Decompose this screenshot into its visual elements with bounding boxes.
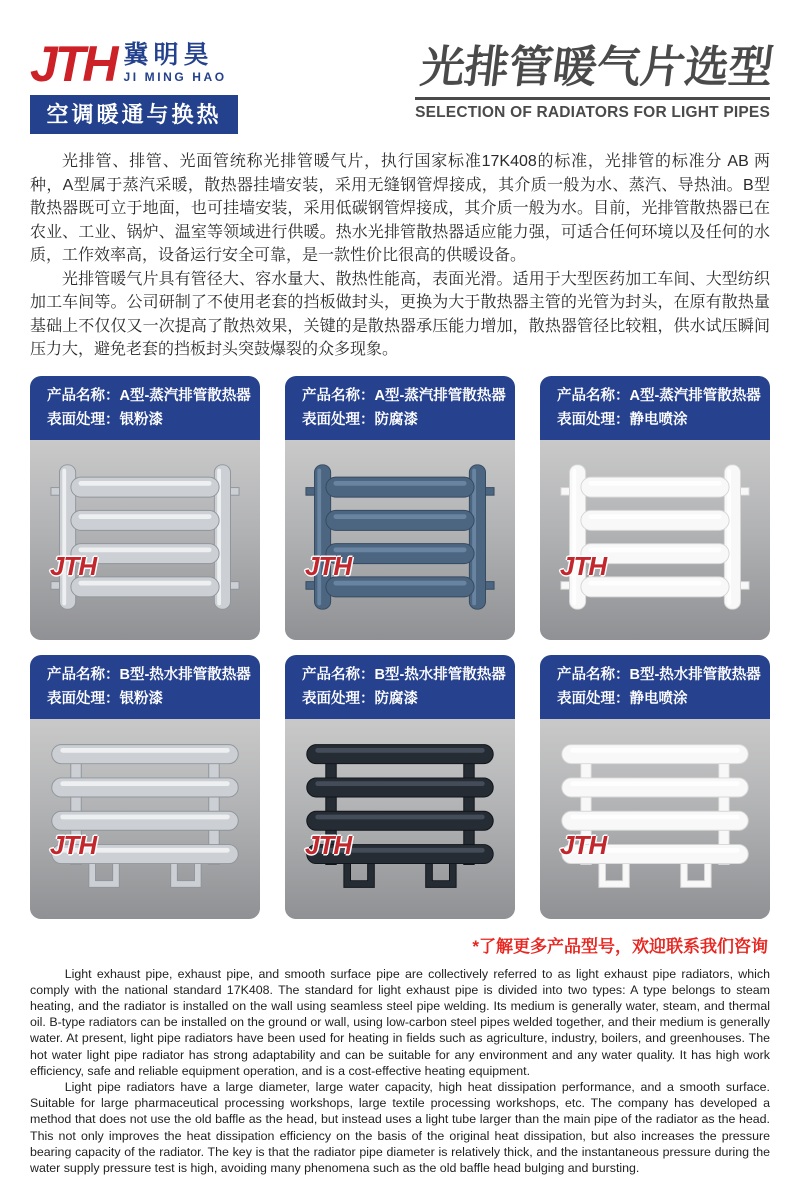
product-card-header	[30, 655, 260, 719]
brand-name-cn: 冀明昊	[123, 41, 214, 69]
product-photo	[540, 719, 770, 919]
brand-logo	[30, 38, 238, 134]
product-name-line: 产品名称：B型-热水排管散热器	[47, 666, 251, 683]
radiator-a-type-image	[305, 458, 495, 616]
product-card-a-silver	[30, 376, 260, 640]
jth-watermark: JTH	[50, 829, 97, 860]
radiator-a-type-image	[560, 458, 750, 616]
product-name-line: 产品名称：A型-蒸汽排管散热器	[302, 387, 506, 404]
radiator-a-type-image	[50, 458, 240, 616]
brand-name-en: JI MING HAO	[123, 70, 227, 84]
title-underline	[415, 97, 770, 100]
title-block	[415, 38, 777, 122]
product-photo	[285, 440, 515, 640]
product-card-header	[285, 376, 515, 440]
intro-english	[30, 966, 770, 1177]
product-card-header	[285, 655, 515, 719]
product-card-a-electrostatic	[540, 376, 770, 640]
product-finish-line: 表面处理：银粉漆	[47, 411, 163, 428]
intro-en-paragraph-1: Light exhaust pipe, exhaust pipe, and smooth surface pipe are collectively referred to as light exhaust pipe radiators, which comply with the national standard 17K408. The standard for light exhaust pipe is divided into two types: A type belongs to steam heating, and the radiator is installed on the wall using seamless steel pipe welding. Its medium is generally water, steam, and thermal oil. B-type radiators can be installed on the ground or wall, using low-carbon steel pipes welded together, and their medium is generally water. At present, light pipe radiators have been used for heating in fields such as agriculture, industry, boilers, and greenhouses. The hot water light pipe radiator has strong adaptability and can be suitable for any environment and any water quality. It has high work efficiency, safe and reliable equipment operation, and is a cost-effective heating equipment.	[30, 966, 770, 1078]
page-title: 光排管暖气片选型	[418, 43, 777, 92]
product-row-a-type	[30, 376, 770, 640]
product-card-b-silver	[30, 655, 260, 919]
product-card-b-electrostatic	[540, 655, 770, 919]
product-photo	[285, 719, 515, 919]
product-finish-line: 表面处理：防腐漆	[302, 411, 418, 428]
product-card-a-anticorrosive	[285, 376, 515, 640]
product-card-header	[540, 655, 770, 719]
product-photo	[30, 719, 260, 919]
intro-cn-paragraph-2: 光排管暖气片具有管径大、容水量大、散热性能高，表面光滑。适用于大型医药加工车间、大型纺织加工车间等。公司研制了不使用老套的挡板做封头，更换为大于散热器主管的光管为封头，在原有散热量基础上不仅仅又一次提高了散热效果，关键的是散热器承压能力增加，散热器管径比较粗，供水试压瞬间压力大，避免老套的挡板封头突鼓爆裂的众多现象。	[30, 270, 770, 358]
product-row-b-type	[30, 655, 770, 919]
intro-chinese	[30, 150, 770, 362]
intro-en-paragraph-2: Light pipe radiators have a large diameter, large water capacity, high heat dissipation performance, and a smooth surface. Suitable for large pharmaceutical processing workshops, large textile processing workshops, etc. The company has developed a method that does not use the old baffle as the head, but instead uses a light tube larger than the main pipe of the radiator as the head. This not only improves the heat dissipation efficiency on the basis of the original heat dissipation, but also increases the pressure bearing capacity of the radiator. The key is that the radiator pipe diameter is relatively thick, and the instantaneous pressure during the water supply pressure test is high, avoiding many phenomena such as the old baffle head bulging and bursting.	[30, 1079, 770, 1175]
jth-watermark: JTH	[50, 550, 97, 581]
brand-tagline: 空调暖通与换热	[30, 95, 238, 134]
page-header	[30, 36, 777, 134]
intro-cn-paragraph-1: 光排管、排管、光面管统称光排管暖气片，执行国家标准17K408的标准，光排管的标准分 AB 两种，A型属于蒸汽采暖，散热器挂墙安装，采用无缝钢管焊接成，其介质一般为水、蒸汽、导热油。B型散热器既可立于地面，也可挂墙安装，采用低碳钢管焊接成，其介质一般为水。目前，光排管散热器已在农业、工业、锅炉、温室等领域进行供暖。热水光排管散热器适应能力强，可适合任何环境以及任何的水质，工作效率高，设备运行安全可靠，是一款性价比很高的供暖设备。	[30, 153, 770, 264]
radiator-b-type-image	[557, 737, 753, 895]
product-grid	[30, 376, 770, 919]
product-finish-line: 表面处理：静电喷涂	[557, 411, 688, 428]
product-name-line: 产品名称：A型-蒸汽排管散热器	[47, 387, 251, 404]
brand-logo-top	[30, 38, 238, 90]
contact-note: *了解更多产品型号，欢迎联系我们咨询	[472, 936, 768, 956]
product-card-header	[30, 376, 260, 440]
product-finish-line: 表面处理：静电喷涂	[557, 690, 688, 707]
product-card-b-anticorrosive	[285, 655, 515, 919]
product-name-line: 产品名称：B型-热水排管散热器	[302, 666, 506, 683]
product-card-header	[540, 376, 770, 440]
jth-watermark: JTH	[305, 550, 352, 581]
product-finish-line: 表面处理：银粉漆	[47, 690, 163, 707]
radiator-b-type-image	[302, 737, 498, 895]
page-subtitle: SELECTION OF RADIATORS FOR LIGHT PIPES	[415, 104, 770, 121]
product-photo	[30, 440, 260, 640]
brand-names	[123, 38, 226, 85]
product-photo	[540, 440, 770, 640]
product-name-line: 产品名称：A型-蒸汽排管散热器	[557, 387, 761, 404]
jth-watermark: JTH	[560, 829, 607, 860]
product-name-line: 产品名称：B型-热水排管散热器	[557, 666, 761, 683]
jth-watermark: JTH	[560, 550, 607, 581]
product-finish-line: 表面处理：防腐漆	[302, 690, 418, 707]
jth-logo-icon: JTH	[30, 36, 116, 92]
radiator-b-type-image	[47, 737, 243, 895]
jth-watermark: JTH	[305, 829, 352, 860]
